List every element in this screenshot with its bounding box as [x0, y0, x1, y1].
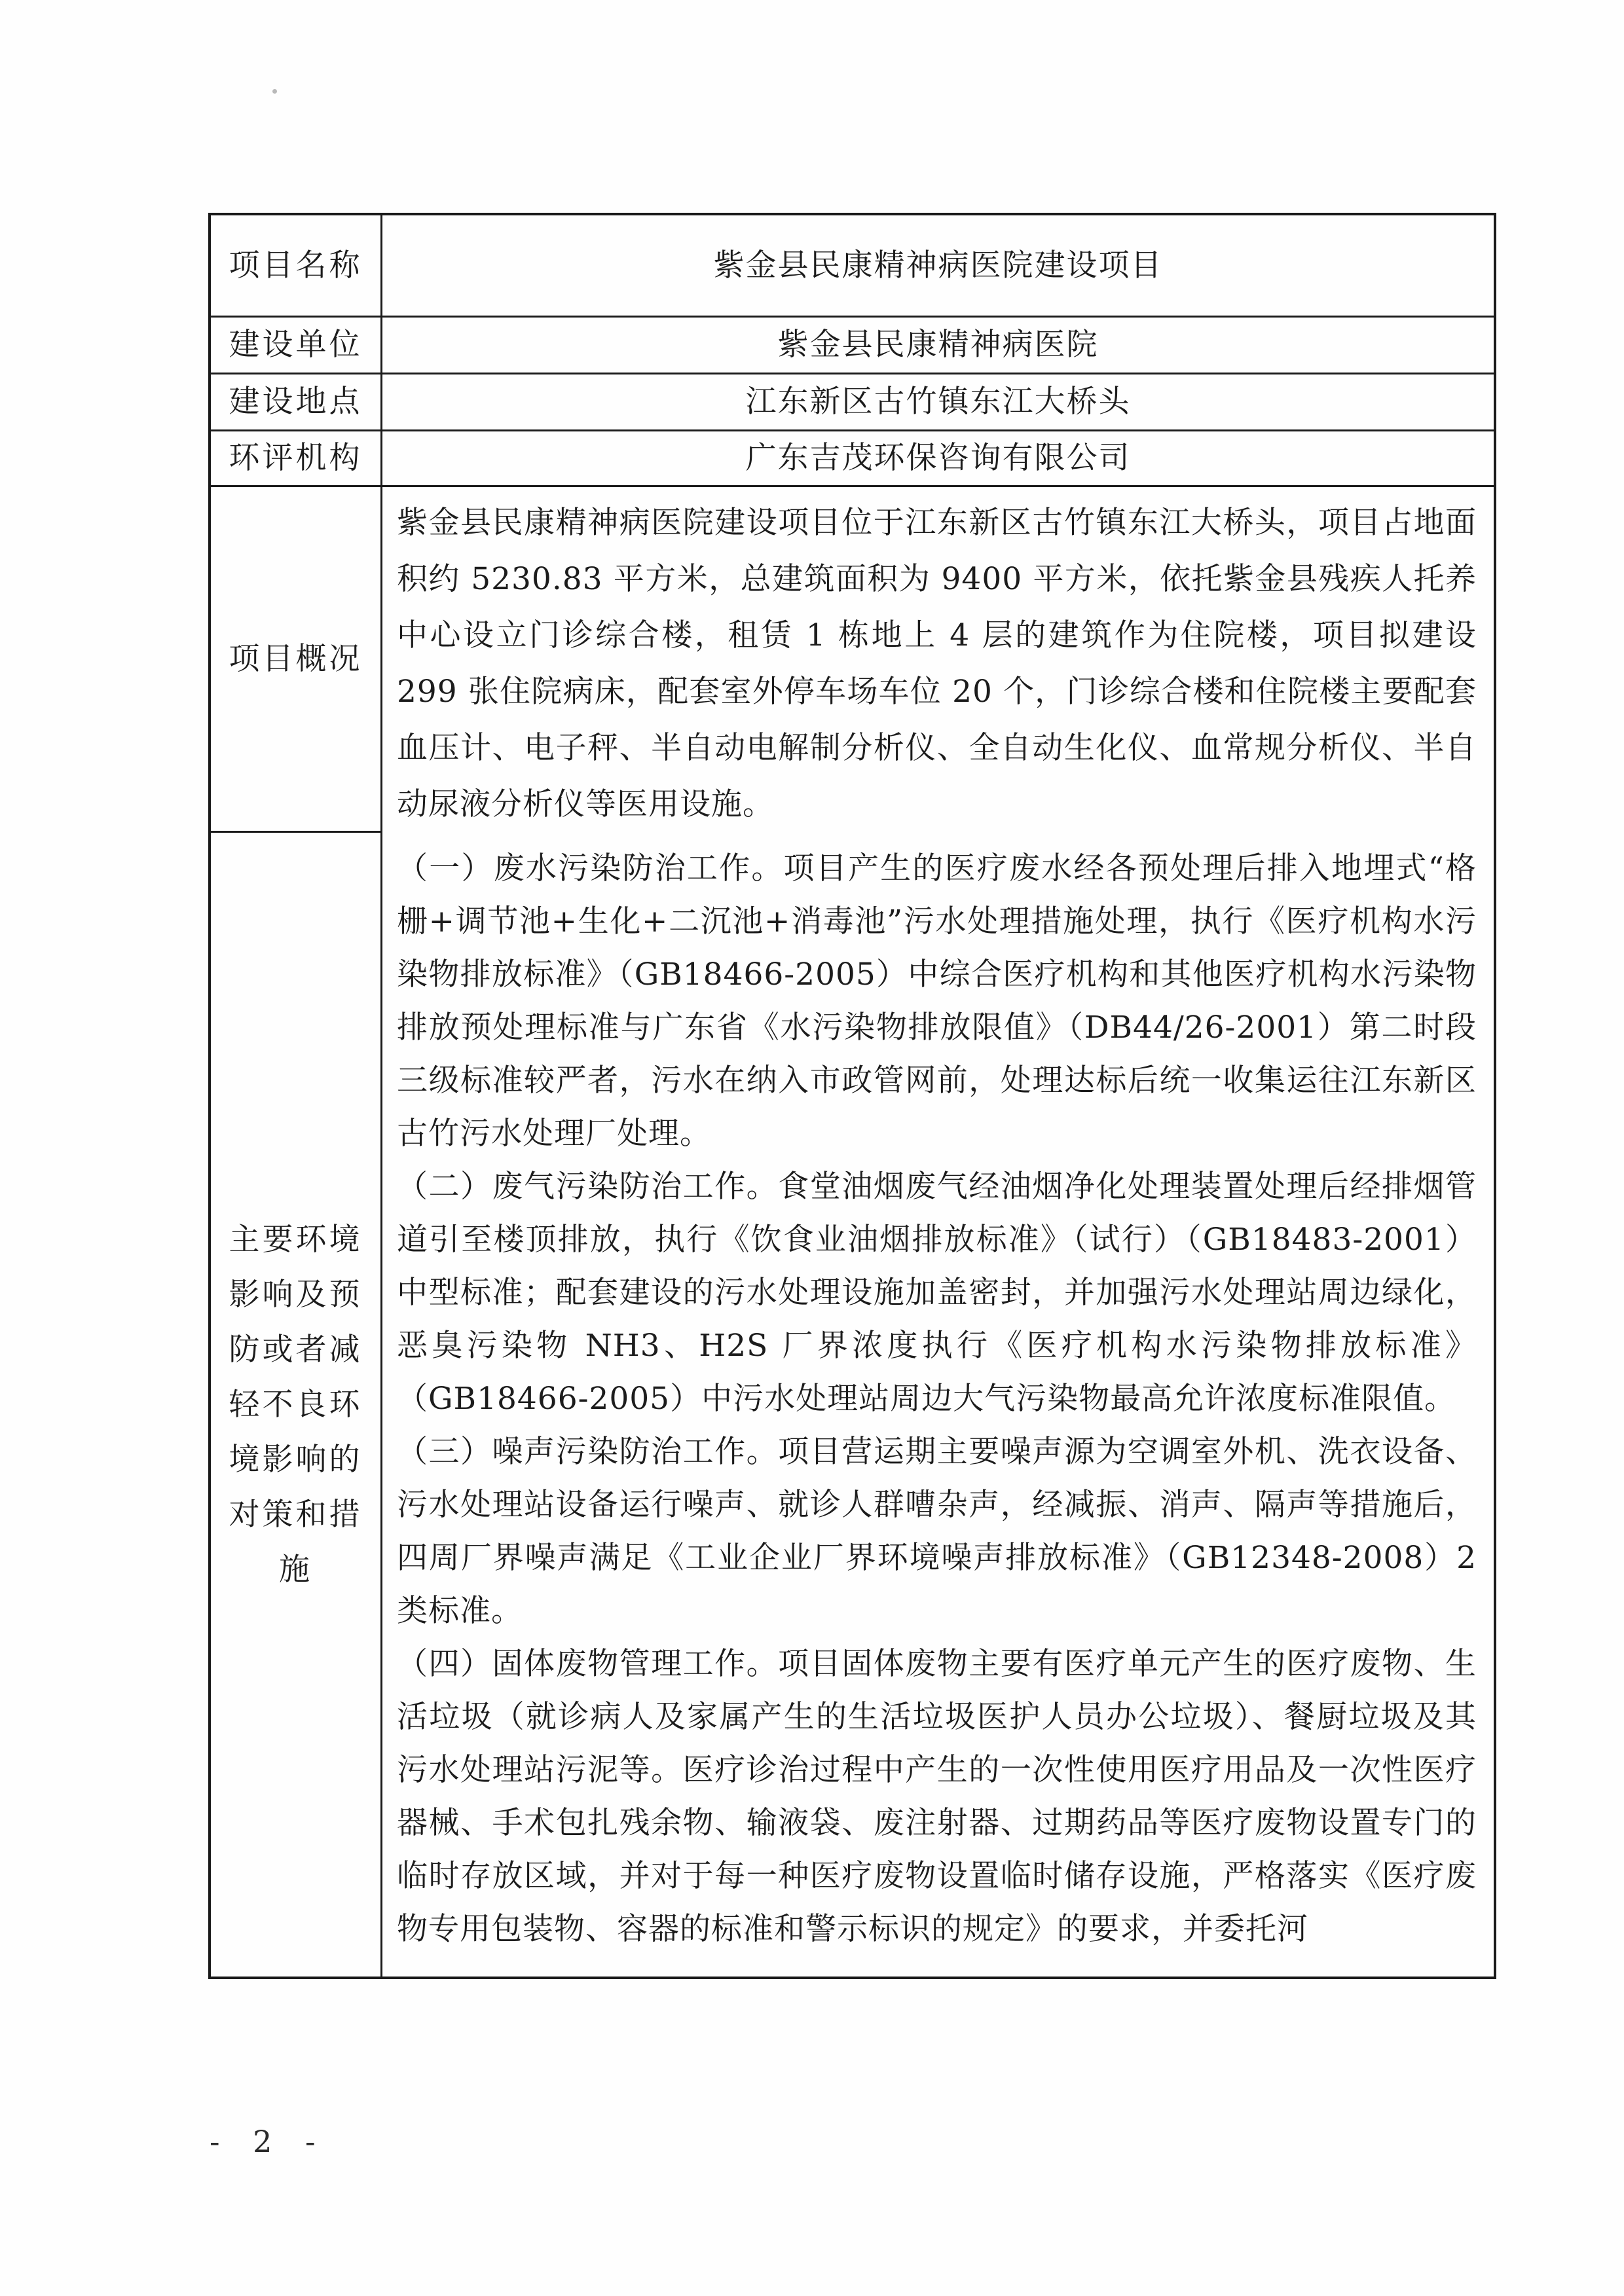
measures-label-line: 轻不良环: [229, 1386, 363, 1423]
row-value-project-name: [382, 215, 1494, 318]
measures-label-line: 施: [279, 1551, 312, 1588]
environmental-measures-text: [382, 833, 1494, 1977]
row-label-project-overview: [211, 487, 382, 833]
measures-paragraph-solid-waste: （四）固体废物管理工作。项目固体废物主要有医疗单元产生的医疗废物、生活垃圾（就诊病人及家属产生的生活垃圾医护人员办公垃圾）、餐厨垃圾及其污水处理站污泥等。医疗诊治过程中产生的一次性使用医疗用品及一次性医疗器械、手术包扎残余物、输液袋、废注射器、过期药品等医疗废物设置专门的临时存放区域，并对于每一种医疗废物设置临时储存设施，严格落实《医疗废物专用包装物、容器的标准和警示标识的规定》的要求，并委托河: [397, 1646, 1477, 1947]
overview-paragraph: 紫金县民康精神病医院建设项目位于江东新区古竹镇东江大桥头，项目占地面积约 5230.83 平方米，总建筑面积为 9400 平方米，依托紫金县残疾人托养中心设立门诊综合楼，租赁 1 栋地上 4 层的建筑作为住院楼，项目拟建设 299 张住院病床，配套室外停车场车位 20 个，门诊综合楼和住院楼主要配套血压计、电子秤、半自动电解制分析仪、全自动生化仪、血常规分析仪、半自动尿液分析仪等医用设施。: [397, 505, 1477, 822]
measures-paragraph-wastewater: （一）废水污染防治工作。项目产生的医疗废水经各预处理后排入地埋式“格栅+调节池+生化+二沉池+消毒池”污水处理措施处理，执行《医疗机构水污染物排放标准》（GB18466-2005）中综合医疗机构和其他医疗机构水污染物排放预处理标准与广东省《水污染物排放限值》（DB44/26-2001）第二时段三级标准较严者，污水在纳入市政管网前，处理达标后统一收集运往江东新区古竹污水处理厂处理。: [397, 850, 1477, 1152]
measures-paragraph-exhaust-gas: （二）废气污染防治工作。食堂油烟废气经油烟净化处理装置处理后经排烟管道引至楼顶排放，执行《饮食业油烟排放标准》（试行）（GB18483-2001）中型标准；配套建设的污水处理设施加盖密封，并加强污水处理站周边绿化，恶臭污染物 NH3、H2S 厂界浓度执行《医疗机构水污染物排放标准》（GB18466-2005）中污水处理站周边大气污染物最高允许浓度标准限值。: [397, 1169, 1477, 1417]
project-overview-text: [382, 487, 1494, 833]
measures-label-line: 防或者减: [229, 1331, 363, 1368]
row-value-construction-unit: [382, 318, 1494, 374]
row-value-eia-agency: [382, 431, 1494, 487]
measures-paragraph-noise: （三）噪声污染防治工作。项目营运期主要噪声源为空调室外机、洗衣设备、污水处理站设备运行噪声、就诊人群嘈杂声，经减振、消声、隔声等措施后，四周厂界噪声满足《工业企业厂界环境噪声排放标准》（GB12348-2008）2 类标准。: [397, 1434, 1477, 1629]
row-value-text: 紫金县民康精神病医院: [777, 327, 1099, 363]
project-info-table: [208, 213, 1496, 1979]
scan-artifact-dot: [272, 89, 277, 94]
row-label-text: 项目名称: [229, 247, 363, 283]
measures-label-line: 主要环境: [229, 1221, 363, 1258]
row-label-text: 项目概况: [229, 640, 363, 677]
row-label-construction-unit: [211, 318, 382, 374]
page-number: - 2 -: [210, 2124, 327, 2159]
row-label-construction-site: [211, 374, 382, 431]
measures-label-line: 影响及预: [229, 1276, 363, 1313]
row-label-environmental-measures: [211, 833, 382, 1977]
row-value-text: 广东吉茂环保咨询有限公司: [745, 440, 1131, 477]
row-value-text: 江东新区古竹镇东江大桥头: [745, 384, 1131, 420]
row-label-text: 建设单位: [229, 327, 363, 363]
row-label-text: 环评机构: [229, 440, 363, 477]
row-label-text: 建设地点: [229, 384, 363, 420]
row-value-text: 紫金县民康精神病医院建设项目: [713, 247, 1163, 283]
measures-label-line: 境影响的: [229, 1441, 363, 1478]
row-label-project-name: [211, 215, 382, 318]
measures-label-line: 对策和措: [229, 1496, 363, 1533]
row-label-eia-agency: [211, 431, 382, 487]
row-value-construction-site: [382, 374, 1494, 431]
